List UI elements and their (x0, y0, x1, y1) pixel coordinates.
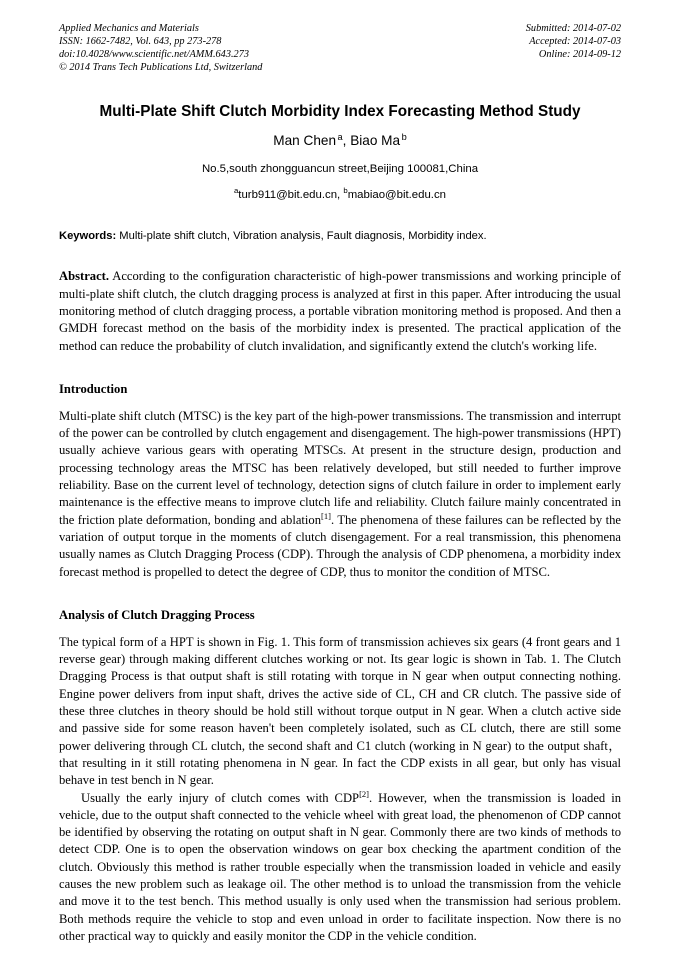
abstract-text: According to the configuration characteristic of high-power transmissions and working principle of multi-plate shift clutch, the clutch dragging process is analyzed at first in this paper. After introducing the usual monitoring method of clutch dragging process, a portable vibration monitoring method is proposed. And then a GMDH forecast method on the basis of the morbidity index is presented. The practical application of the method can reduce the probability of clutch invalidation, and significantly extend the clutch's working life. (59, 269, 621, 353)
analysis-paragraph-1 (59, 634, 621, 790)
email-address-2: mabiao@bit.edu.cn (347, 189, 447, 202)
email-marker-a: a (233, 186, 239, 196)
author-name-1: Man Chen (273, 133, 336, 149)
abstract-label: Abstract. (59, 269, 110, 284)
analysis-paragraph-2 (59, 790, 621, 946)
journal-copyright: © 2014 Trans Tech Publications Ltd, Switzerland (59, 62, 263, 74)
paragraph-text-part-1: The typical form of a HPT is shown in Fig. 1. This form of transmission achieves six gears (4 front gears and 1 reverse gear) through making different clutches working or not. Its gear logic is shown in Tab. 1. The Clutch Dragging Process is that output shaft is still rotating with torque in N gear when output connecting nothing. Engine power delivers from input shaft, drives the active side of CL, CH and CR clutch. The passive side of these three clutches in theory should be hold still without torque output in N gear. When a clutch active side and passive side for some reason haven't been completely isolated, such as CL clutch, there are still some power delivering through CL clutch, the second shaft and C1 clutch (working in N gear) to the output shaft，that resulting in it still rotating phenomena in N gear. In fact the CDP exists in all gear, but only has visual behave in test bench in N gear. (59, 634, 621, 788)
abstract-paragraph (59, 268, 621, 354)
keywords-label: Keywords: (59, 230, 117, 243)
online-date: Online: 2014-09-12 (538, 49, 621, 61)
journal-header (59, 22, 621, 74)
keywords-line (59, 229, 621, 244)
email-address-1: turb911@bit.edu.cn, (238, 189, 344, 202)
page-content (59, 22, 621, 945)
journal-issn-volume: ISSN: 1662-7482, Vol. 643, pp 273-278 (59, 36, 222, 48)
journal-doi: doi:10.4028/www.scientific.net/AMM.643.273 (59, 49, 249, 61)
citation-ref-1: [1] (321, 510, 331, 521)
affiliation-address: No.5,south zhongguancun street,Beijing 100081,China (201, 163, 479, 176)
keywords-text: Multi-plate shift clutch, Vibration analysis, Fault diagnosis, Morbidity index. (116, 230, 487, 243)
journal-header-right (526, 22, 621, 61)
author-name-2: Biao Ma (350, 133, 401, 149)
journal-name: Applied Mechanics and Materials (59, 23, 199, 34)
author-list (59, 132, 621, 149)
introduction-paragraph-1 (59, 408, 621, 581)
paper-title: Multi-Plate Shift Clutch Morbidity Index Forecasting Method Study (99, 103, 581, 121)
email-marker-b: b (343, 186, 348, 196)
author-separator: , (342, 133, 351, 149)
section-heading-introduction: Introduction (59, 381, 128, 396)
paragraph-text-part-2: . However, when the transmission is loaded in vehicle, due to the output shaft connected to the vehicle wheel with great load, the phenomenon of CDP cannot be identified by observing the rotating on output shaft in N gear. Commonly there are two kinds of methods to detect CDP. One is to open the observation windows on gear box checking the apartment condition of the clutch. Obviously this method is rather trouble especially when the transmission loaded in vehicle and easily causes the new problem such as leakage oil. The other method is to unload the transmission from the vehicle and move it to the test bench. This method usually is only used when the transmission had serious problem. Both methods require the vehicle to stop and even unload in order to facilitate inspection. Now there is no other practical way to quickly and easily monitor the CDP in the vehicle condition. (59, 790, 622, 943)
journal-header-left (59, 22, 262, 74)
paragraph-text-part-1: Usually the early injury of clutch comes with CDP (81, 790, 360, 805)
citation-ref-2: [2] (359, 788, 370, 799)
author-emails (59, 188, 621, 203)
paragraph-text-part-1: Multi-plate shift clutch (MTSC) is the key part of the high-power transmissions. The transmission and interrupt of the power can be controlled by clutch engagement and disengagement. The high-power transmissions (HPT) usually achieve various gears with operating MTSCs. At present in the structure design, production and processing technology areas the MTSC has been relatively developed, but still needed to further improve reliability. Base on the current level of technology, detection signs of clutch failure in order to implement early maintenance is the effective means to improve clutch life and reliability. Clutch failure mainly concentrated in the friction plate deformation, bonding and ablation (59, 408, 621, 527)
accepted-date: Accepted: 2014-07-03 (529, 36, 621, 48)
section-heading-analysis: Analysis of Clutch Dragging Process (59, 607, 255, 622)
author-affiliation-marker-a: a (337, 131, 343, 142)
submitted-date: Submitted: 2014-07-02 (525, 23, 621, 34)
paragraph-text-part-2: . The phenomena of these failures can be reflected by the variation of output torque in the moments of clutch disengagement. For a real transmission, this phenomena usually names as Clutch Dragging Process (CDP). Through the analysis of CDP phenomena, a morbidity index forecast method is propelled to detect the degree of CDP, thus to monitor the condition of MTSC. (59, 512, 621, 579)
author-affiliation-marker-b: b (401, 131, 407, 142)
